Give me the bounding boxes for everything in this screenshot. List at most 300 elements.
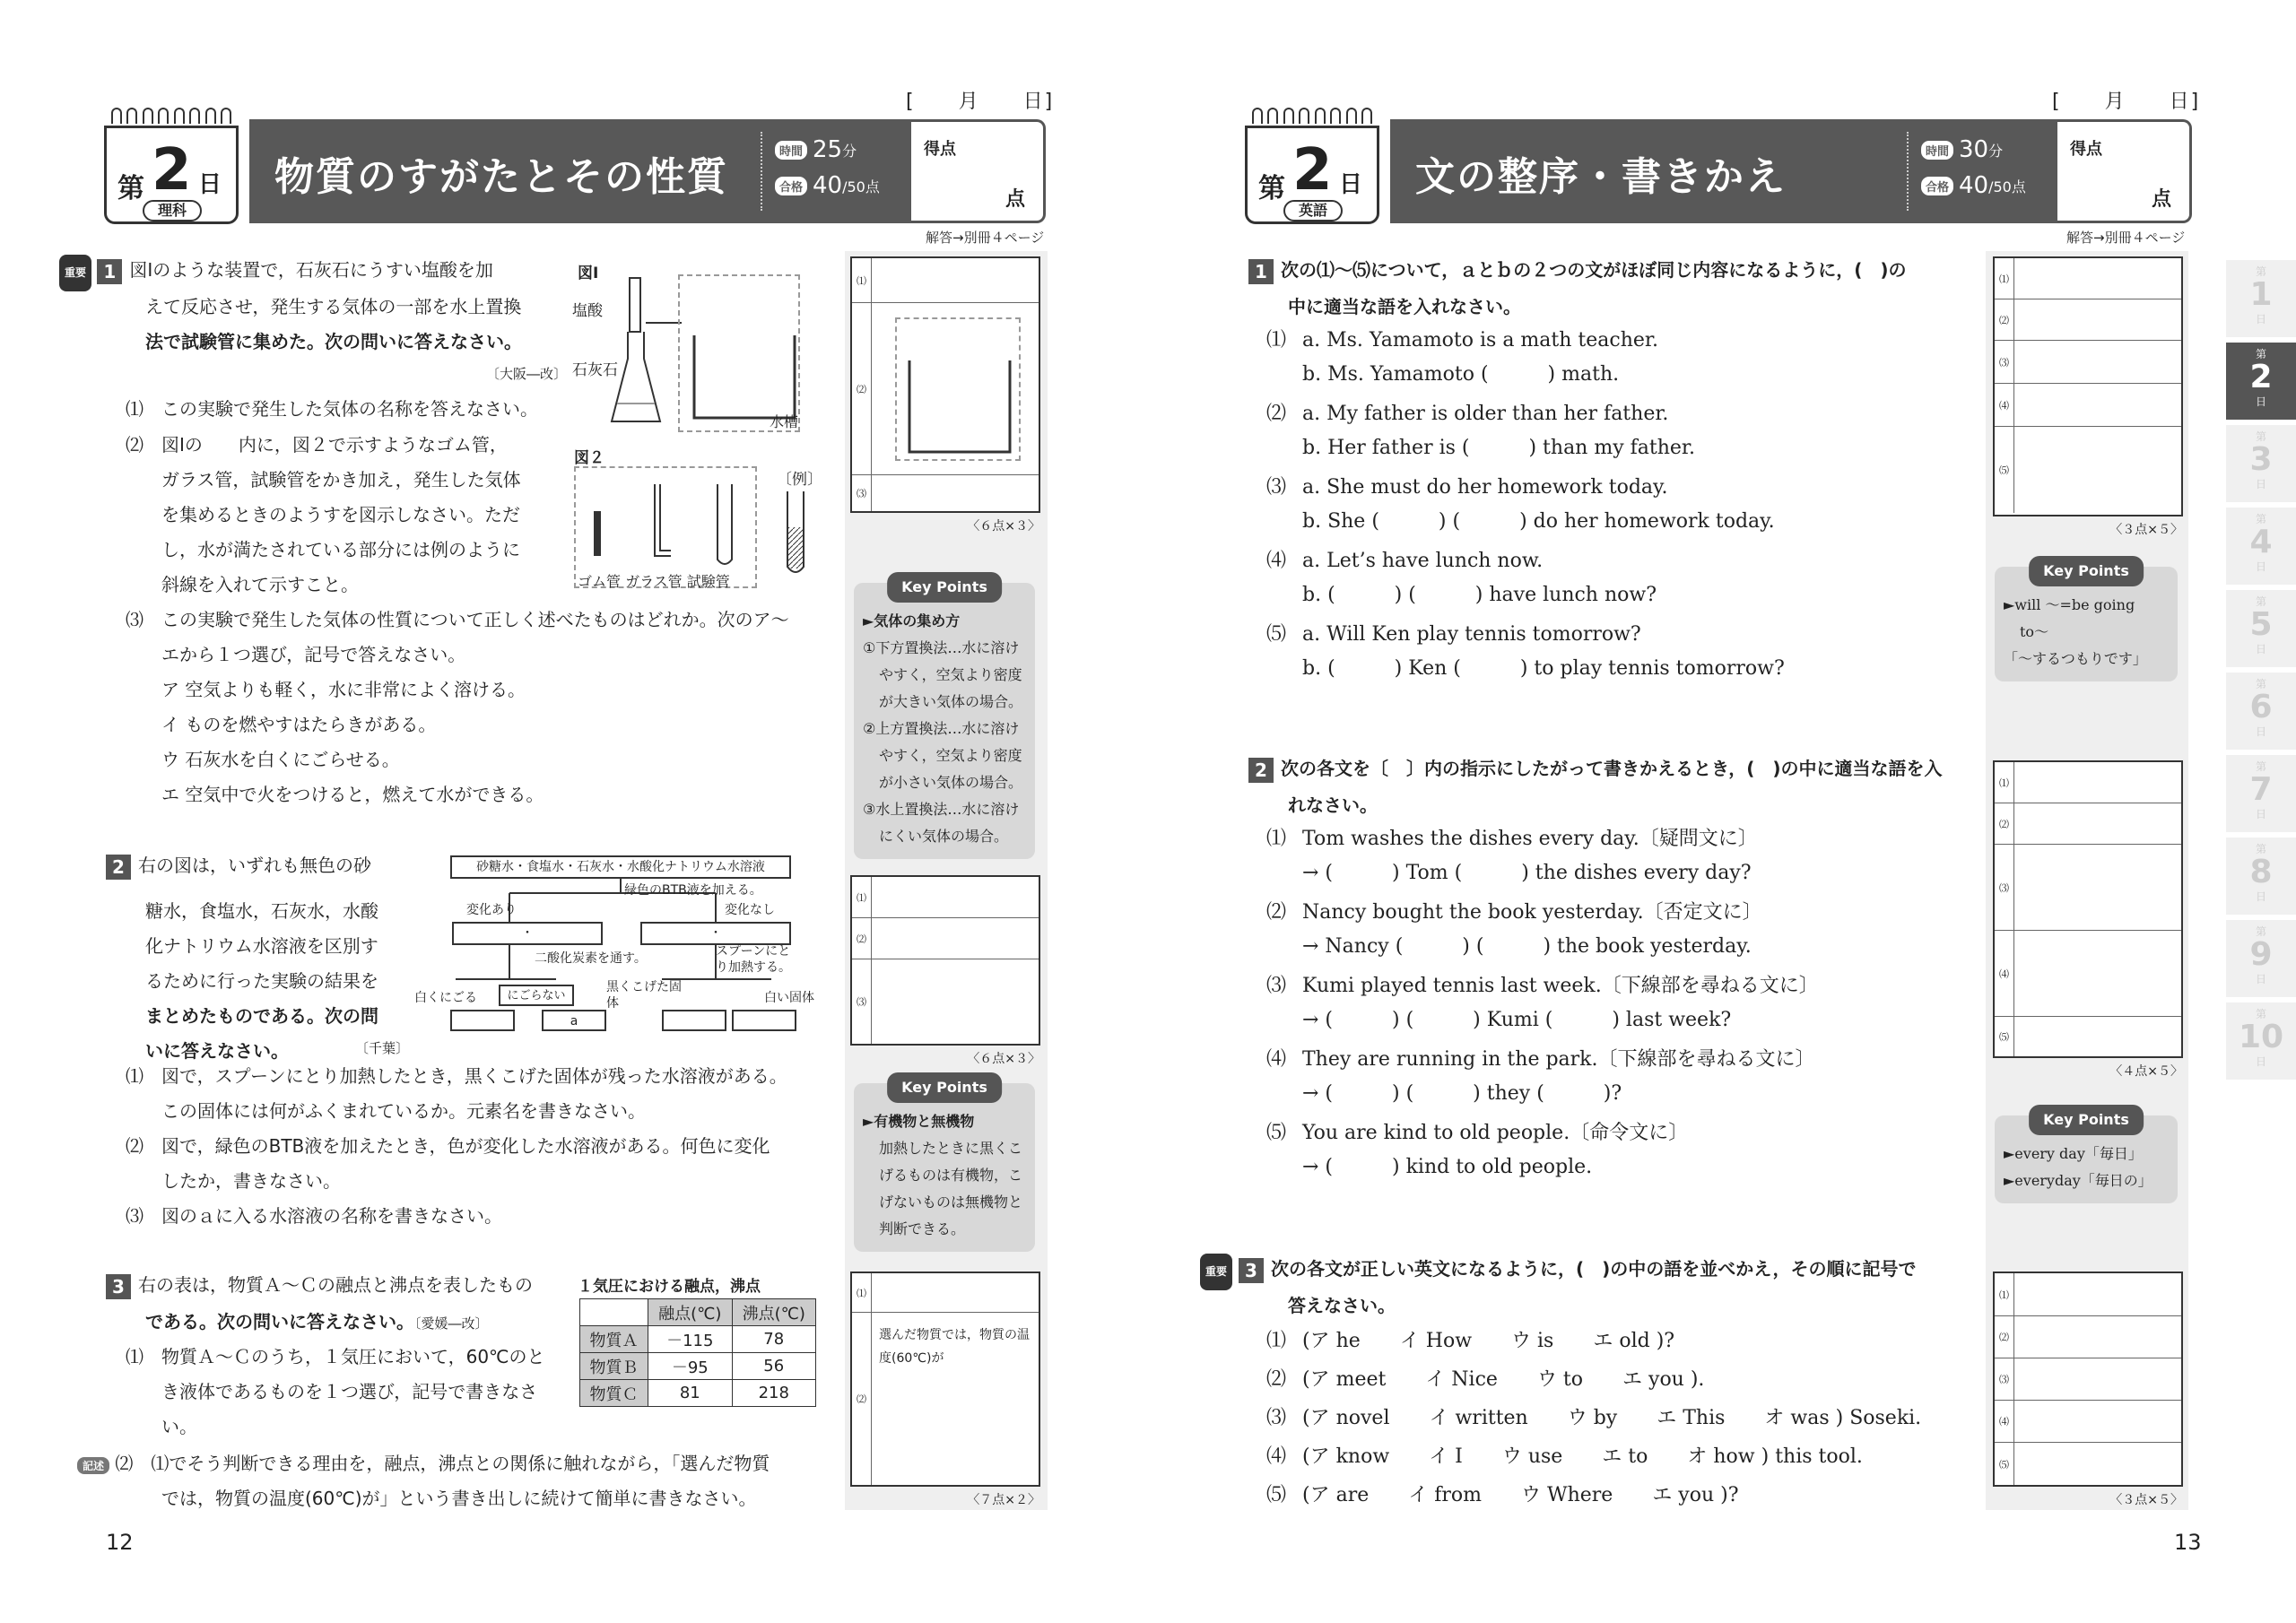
calendar-coil-icon (106, 108, 237, 127)
important-badge: 重要 (1200, 1254, 1232, 1290)
answer-row[interactable] (1995, 1401, 2181, 1443)
table-cell: 物質Ａ (580, 1326, 648, 1353)
figure-label: 図２ (574, 449, 604, 467)
question-text: し，水が満たされている部分には例のように (161, 539, 520, 560)
sub-label: ⑵ (115, 1453, 134, 1474)
sub-label: ⑷ (1266, 1445, 1287, 1468)
sub-label: ⑵ (126, 1135, 144, 1157)
answer-box-q2[interactable] (1993, 760, 2183, 1058)
sub-label: ⑶ (1995, 341, 2014, 383)
flow-label: 黒くこげた固体 (606, 980, 682, 1011)
sentence: (ア know イ I ウ use エ to オ how ) this tool. (1302, 1445, 1863, 1468)
flow-blank-box (450, 1010, 515, 1031)
question-text: この固体には何がふくまれているか。元素名を書きなさい。 (161, 1100, 646, 1122)
answer-row[interactable] (1995, 845, 2181, 931)
time-value: 25 (813, 136, 843, 163)
answer-row[interactable] (852, 475, 1039, 511)
tab-day-1[interactable] (2226, 260, 2296, 337)
question-2 (106, 848, 371, 883)
choice-item: エ 空気中で火をつけると，燃えて水ができる。 (161, 784, 544, 805)
question-number: 1 (97, 259, 122, 284)
sub-label: ⑴ (1995, 258, 2014, 299)
question-text: 次の⑴～⑸について，ａとｂの２つの文がほぼ同じ内容になるように，( )の (1281, 259, 1907, 281)
sentence: They are running in the park.〔下線部を尋ねる文に〕 (1302, 1048, 1815, 1071)
sub-label: ⑵ (1266, 1368, 1287, 1391)
sentence: (ア meet イ Nice ウ to エ you ). (1302, 1368, 1705, 1391)
question-text: を集めるときのようすを図示しなさい。ただ (161, 504, 520, 525)
flow-top-box: 砂糖水・食塩水・石灰水・水酸化ナトリウム水溶液 (450, 855, 791, 879)
sentence: a. Let’s have lunch now. (1302, 550, 1544, 572)
page-title: 物質のすがたとその性質 (274, 154, 728, 200)
subject-badge: 英語 (1283, 200, 1343, 221)
flow-label: 二酸化炭素を通す。 (535, 951, 647, 966)
score-label: 得点 (2070, 140, 2102, 159)
tab-day-2[interactable] (2226, 343, 2296, 420)
time-info (1907, 132, 2041, 211)
answer-row[interactable] (1995, 427, 2181, 513)
sub-label: ⑵ (1266, 901, 1287, 924)
sentence: (ア novel イ written ウ by エ This オ was ) Soseki. (1302, 1407, 1922, 1429)
flow-label: スプーンにとり加熱する。 (716, 944, 791, 975)
day-box (104, 126, 239, 224)
question-text: れなさい。 (1288, 794, 1378, 816)
sub-label: ⑵ (1995, 299, 2014, 340)
sub-label: ⑴ (1995, 1273, 2014, 1315)
sub-label: ⑸ (1266, 1122, 1287, 1144)
sub-label: ⑶ (1995, 1358, 2014, 1400)
question-text: 右の表は，物質Ａ～Ｃの融点と沸点を表したもの (138, 1274, 533, 1296)
question-number: 3 (1239, 1258, 1264, 1283)
day-number: 2 (152, 137, 192, 204)
question-text: 図Ⅰの 内に，図２で示すようなゴム管， (161, 434, 508, 456)
answer-box-q2[interactable] (850, 875, 1040, 1046)
question-text: この実験で発生した気体の名称を答えなさい。 (161, 398, 538, 420)
sub-label: ⑴ (126, 1346, 144, 1367)
points-label: 〈６点×３〉 (967, 519, 1040, 534)
table-cell: 81 (648, 1380, 732, 1407)
table-cell: 78 (732, 1326, 815, 1353)
sub-label: ⑵ (852, 1313, 872, 1485)
question-text: 斜線を入れて示すこと。 (161, 574, 359, 595)
question-text: 図で，スプーンにとり加熱したとき，黒くこげた固体が残った水溶液がある。 (161, 1065, 787, 1087)
melting-boiling-table (579, 1298, 816, 1407)
flow-a-box: a (542, 1010, 606, 1031)
tab-day-5[interactable] (2226, 590, 2296, 667)
key-points-title: Key Points (887, 572, 1002, 603)
score-unit: 点 (1004, 188, 1025, 211)
tab-label: 日 (2255, 478, 2266, 490)
table-cell: 物質Ｃ (580, 1380, 648, 1407)
date-field[interactable]: [ 月 日] (2052, 91, 2201, 113)
question-text: したか，書きなさい。 (161, 1170, 341, 1192)
day-box (1245, 126, 1379, 224)
tab-day-8[interactable] (2226, 838, 2296, 915)
sentence: b. ( ) ( ) have lunch now? (1302, 584, 1657, 606)
key-points-title: Key Points (2029, 556, 2144, 586)
question-text: ⑴でそう判断できる理由を，融点，沸点との関係に触れながら，「選んだ物質 (151, 1453, 770, 1474)
source-note: 〔愛媛―改〕 (414, 1315, 489, 1332)
sub-label: ⑴ (852, 877, 872, 917)
sentence: a. She must do her homework today. (1302, 476, 1668, 499)
day-label: 日 (198, 171, 222, 198)
tab-label: 5 (2249, 606, 2273, 643)
question-text: 法で試験管に集めた。次の問いに答えなさい。 (145, 331, 522, 352)
sentence: b. ( ) Ken ( ) to play tennis tomorrow? (1302, 657, 1785, 680)
sentence: a. Will Ken play tennis tomorrow? (1302, 623, 1641, 646)
answer-row[interactable] (1995, 384, 2181, 427)
sub-label: ⑸ (1266, 1484, 1287, 1506)
sub-label: ⑸ (1995, 1443, 2014, 1485)
flow-blank-box: ・ (640, 922, 791, 945)
answer-hint: 選んだ物質では，物質の温度(60℃)が (879, 1328, 1030, 1366)
answer-row[interactable] (852, 1273, 1039, 1313)
question-number: 3 (106, 1274, 131, 1299)
answer-row[interactable] (1995, 1316, 2181, 1358)
tab-label: 1 (2249, 276, 2273, 313)
question-text: 次の各文が正しい英文になるように，( )の中の語を並べかえ，その順に記号で (1270, 1258, 1917, 1280)
figure-label: 〔例〕 (777, 471, 822, 489)
key-points-text: ①下方置換法…水に溶け (863, 639, 1020, 656)
sub-label: ⑷ (1266, 1048, 1287, 1071)
table-header: 融点(℃) (648, 1299, 732, 1326)
title-bar (249, 119, 913, 223)
tab-label: 第 (2255, 430, 2266, 443)
time-unit: 分 (1988, 142, 2004, 160)
answer-row[interactable] (852, 918, 1039, 959)
question-text: 糖水，食塩水，石灰水，水酸 (145, 900, 378, 922)
question-text: 化ナトリウム水溶液を区別す (145, 935, 378, 957)
pass-value: 40 (1959, 172, 1989, 199)
sentence: You are kind to old people.〔命令文に〕 (1302, 1122, 1689, 1144)
sentence: → Nancy ( ) ( ) the book yesterday. (1302, 935, 1752, 958)
question-text: えて反応させ，発生する気体の一部を水上置換 (145, 296, 522, 317)
tab-label: 第 (2255, 843, 2266, 855)
sub-label: ⑶ (126, 1205, 144, 1227)
key-points-text: ③水上置換法…水に溶け (863, 801, 1020, 818)
sub-label: ⑵ (1995, 803, 2014, 844)
flow-label: 緑色のBTB液を加える。 (624, 883, 762, 898)
sub-label: ⑶ (1995, 845, 2014, 930)
key-points-2 (1995, 1111, 2178, 1203)
key-points-text: やすく，空気より密度 (879, 747, 1022, 764)
tab-label: 第 (2255, 760, 2266, 773)
sub-label: ⑶ (852, 475, 872, 511)
question-text: いに答えなさい。 (145, 1040, 289, 1062)
sentence: a. My father is older than her father. (1302, 403, 1669, 425)
tab-label: 第 (2255, 1008, 2266, 1020)
key-points-text: が小さい気体の場合。 (879, 774, 1023, 791)
flow-label: 変化なし (725, 903, 775, 917)
key-points-1 (1995, 562, 2178, 681)
question-text: 物質Ａ～Ｃのうち，１気圧において，60℃のと (161, 1346, 545, 1367)
sentence: Nancy bought the book yesterday.〔否定文に〕 (1302, 901, 1762, 924)
table-cell: －95 (648, 1353, 732, 1380)
page-number: 13 (2174, 1530, 2202, 1555)
figure-label: ゴム管 ガラス管 試験管 (578, 573, 730, 590)
sub-label: ⑴ (126, 1065, 144, 1087)
right-page (1148, 0, 2296, 1623)
question-text: るために行った実験の結果を (145, 970, 378, 992)
sub-label: ⑵ (852, 918, 872, 959)
answer-row[interactable] (852, 303, 1039, 475)
answer-row[interactable] (852, 1313, 1039, 1485)
sentence: a. Ms. Yamamoto is a math teacher. (1302, 329, 1658, 352)
sentence: (ア are イ from ウ Where エ you )? (1302, 1484, 1739, 1506)
flow-label: 白くにごる (414, 991, 477, 1005)
flow-label: 白い固体 (764, 991, 814, 1005)
tab-label: 2 (2249, 359, 2273, 395)
tab-day-10[interactable] (2226, 1002, 2296, 1080)
sentence: b. She ( ) ( ) do her homework today. (1302, 510, 1775, 533)
answer-row[interactable] (1995, 1017, 2181, 1056)
choice-item: ア 空気よりも軽く，水に非常によく溶ける。 (161, 679, 526, 700)
answer-row[interactable] (1995, 1443, 2181, 1485)
key-points-text: ►有機物と無機物 (863, 1113, 975, 1130)
sub-label: ⑶ (126, 609, 144, 630)
sub-label: ⑸ (1995, 1017, 2014, 1056)
key-points-1 (854, 578, 1035, 859)
tab-label: 3 (2249, 441, 2273, 478)
answer-row[interactable] (852, 877, 1039, 918)
sub-label: ⑴ (1266, 329, 1287, 352)
pass-total: /50点 (842, 178, 880, 195)
sub-label: ⑴ (1266, 828, 1287, 850)
question-text: 右の図は，いずれも無色の砂 (138, 855, 371, 876)
sub-label: ⑸ (1995, 427, 2014, 513)
descriptive-badge: 記述 (77, 1457, 109, 1474)
tab-label: 日 (2255, 1055, 2266, 1068)
sub-label: ⑴ (1266, 1330, 1287, 1352)
question-text: この実験で発生した気体の性質について正しく述べたものはどれか。次のア～ (161, 609, 789, 630)
pass-value: 40 (813, 172, 843, 199)
subject-badge: 理科 (143, 200, 202, 221)
tab-label: 第 (2255, 925, 2266, 938)
question-text: 中に適当な語を入れなさい。 (1288, 296, 1521, 317)
table-header: 沸点(℃) (732, 1299, 815, 1326)
tab-label: 第 (2255, 678, 2266, 690)
tab-label: 第 (2255, 595, 2266, 608)
calendar-coil-icon (1247, 108, 1378, 127)
sub-label: ⑴ (852, 1273, 872, 1312)
sentence: → ( ) Tom ( ) the dishes every day? (1302, 862, 1752, 884)
question-text: 答えなさい。 (1288, 1295, 1396, 1316)
table-header (580, 1299, 648, 1326)
answer-reference: 解答→別冊４ページ (2066, 230, 2186, 246)
question-number: 2 (106, 855, 131, 880)
choice-item: ウ 石灰水を白くにごらせる。 (161, 749, 400, 770)
points-label: 〈４点×５〉 (2109, 1064, 2183, 1079)
sub-label: ⑷ (1995, 1401, 2014, 1442)
flow-blank-box (732, 1010, 796, 1031)
sub-label: ⑷ (1995, 931, 2014, 1016)
score-label: 得点 (924, 140, 956, 159)
table-cell: 218 (732, 1380, 815, 1407)
tab-label: 4 (2249, 524, 2273, 560)
pass-total: /50点 (1988, 178, 2026, 195)
question-text: い。 (161, 1416, 197, 1437)
question-2 (1248, 751, 1942, 786)
score-box[interactable] (911, 119, 1046, 223)
answer-row[interactable] (1995, 803, 2181, 845)
source-note: 〔大阪―改〕 (486, 366, 568, 382)
answer-row[interactable] (1995, 258, 2181, 299)
question-text: 次の各文を〔 〕内の指示にしたがって書きかえるとき，( )の中に適当な語を入 (1281, 758, 1943, 779)
answer-box-q1[interactable] (1993, 256, 2183, 516)
key-points-text: やすく，空気より密度 (879, 666, 1022, 683)
day-label: 第 (117, 173, 144, 204)
answer-row[interactable] (1995, 1358, 2181, 1401)
pass-label: 合格 (775, 177, 807, 195)
tab-day-6[interactable] (2226, 673, 2296, 750)
tab-label: 日 (2255, 560, 2266, 573)
answer-box-q1[interactable] (850, 256, 1040, 513)
answer-box-q3[interactable] (1993, 1271, 2183, 1487)
tab-label: 日 (2255, 395, 2266, 408)
day-number: 2 (1292, 137, 1333, 204)
tab-label: 日 (2255, 643, 2266, 655)
title-bar (1390, 119, 2059, 223)
figure-label: 石灰石 (572, 361, 618, 379)
answer-row[interactable] (1995, 762, 2181, 803)
question-text: 図のａに入る水溶液の名称を書きなさい。 (161, 1205, 502, 1227)
answer-row[interactable] (1995, 931, 2181, 1017)
sub-label: ⑵ (126, 434, 144, 456)
time-unit: 分 (842, 142, 857, 160)
key-points-text: ►気体の集め方 (863, 612, 961, 629)
answer-reference: 解答→別冊４ページ (926, 230, 1045, 246)
sub-label: ⑵ (852, 303, 872, 474)
time-label: 時間 (1921, 141, 1953, 160)
key-points-text: ②上方置換法…水に溶け (863, 720, 1020, 737)
tab-label: 第 (2255, 348, 2266, 360)
tab-label: 日 (2255, 890, 2266, 903)
points-label: 〈７点×２〉 (967, 1493, 1040, 1507)
day-label: 日 (1339, 171, 1363, 198)
tab-label: 日 (2255, 313, 2266, 325)
tab-day-4[interactable] (2226, 508, 2296, 585)
time-value: 30 (1959, 136, 1989, 163)
figure-label: 水槽 (770, 413, 799, 430)
table-cell: 物質Ｂ (580, 1353, 648, 1380)
figure-label: 図Ⅰ (578, 265, 599, 282)
question-text: ガラス管，試験管をかき加え，発生した気体 (161, 469, 521, 490)
question-3 (1200, 1252, 1916, 1290)
sentence: b. Ms. Yamamoto ( ) math. (1302, 363, 1620, 386)
question-text: では，物質の温度(60℃)が」という書き出しに続けて簡単に書きなさい。 (161, 1488, 757, 1509)
tab-label: 第 (2255, 513, 2266, 525)
sub-label: ⑴ (126, 398, 144, 420)
question-number: 2 (1248, 758, 1274, 783)
key-points-2 (854, 1079, 1035, 1252)
sub-label: ⑷ (1266, 550, 1287, 572)
question-text: である。次の問いに答えなさい。 (145, 1311, 414, 1332)
tab-label: 7 (2249, 771, 2273, 808)
points-label: 〈６点×３〉 (967, 1052, 1040, 1066)
sentence: → ( ) ( ) Kumi ( ) last week? (1302, 1009, 1732, 1031)
sentence: (ア he イ How ウ is エ old )? (1302, 1330, 1675, 1352)
answer-row[interactable] (1995, 341, 2181, 384)
day-label: 第 (1258, 173, 1285, 204)
question-3 (106, 1268, 533, 1303)
tab-label: 第 (2255, 265, 2266, 278)
answer-row[interactable] (1995, 299, 2181, 341)
time-label: 時間 (775, 141, 807, 160)
answer-box-q3[interactable] (850, 1271, 1040, 1487)
tube-parts-icon (583, 484, 753, 574)
tab-label: 日 (2255, 725, 2266, 738)
flow-label: 変化あり (466, 903, 517, 917)
sub-label: ⑶ (1266, 975, 1287, 997)
question-text: 図Ⅰのような装置で，石灰石にうすい塩酸を加 (129, 259, 493, 281)
key-points-text: 判断できる。 (879, 1220, 966, 1237)
question-text: エから１つ選び，記号で答えなさい。 (161, 644, 466, 665)
answer-row[interactable] (852, 258, 1039, 303)
sub-label: ⑴ (852, 258, 872, 302)
key-points-text: にくい気体の場合。 (879, 828, 1009, 845)
question-text: き液体であるものを１つ選び，記号で書きなさ (161, 1381, 538, 1402)
sub-label: ⑴ (1995, 762, 2014, 803)
water-tank-icon (691, 332, 798, 421)
key-points-title: Key Points (2029, 1105, 2144, 1135)
sub-label: ⑶ (852, 959, 872, 1044)
sentence: → ( ) ( ) they ( )? (1302, 1082, 1622, 1105)
answer-row[interactable] (852, 959, 1039, 1044)
question-text: 図で，緑色のBTB液を加えたとき，色が変化した水溶液がある。何色に変化 (161, 1135, 770, 1157)
sub-label: ⑷ (1995, 384, 2014, 426)
tab-day-3[interactable] (2226, 425, 2296, 502)
tab-day-9[interactable] (2226, 920, 2296, 997)
key-points-text: が大きい気体の場合。 (879, 693, 1023, 710)
answer-row[interactable] (1995, 1273, 2181, 1316)
sub-label: ⑵ (1266, 403, 1287, 425)
question-text: まとめたものである。次の問 (145, 1005, 378, 1027)
tab-label: 6 (2249, 689, 2273, 725)
question-number: 1 (1248, 259, 1274, 284)
sentence: b. Her father is ( ) than my father. (1302, 437, 1696, 459)
table-cell: －115 (648, 1326, 732, 1353)
score-box[interactable] (2057, 119, 2192, 223)
flow-blank-box: ・ (452, 922, 603, 945)
key-points-text: げないものは無機物と (879, 1193, 1023, 1211)
key-points-text: ►every day「毎日」 (2004, 1145, 2143, 1162)
tab-day-7[interactable] (2226, 755, 2296, 832)
sub-label: ⑸ (1266, 623, 1287, 646)
water-tank-icon (906, 357, 1013, 456)
page-title: 文の整序・書きかえ (1415, 154, 1787, 200)
pass-label: 合格 (1921, 177, 1953, 195)
points-label: 〈３点×５〉 (2109, 1493, 2183, 1507)
key-points-text: ►everyday「毎日の」 (2004, 1172, 2152, 1189)
flow-blank-box (662, 1010, 726, 1031)
date-field[interactable]: [ 月 日] (906, 91, 1055, 113)
tab-label: 9 (2249, 936, 2273, 973)
sentence: Kumi played tennis last week.〔下線部を尋ねる文に〕 (1302, 975, 1819, 997)
sub-label: ⑵ (1995, 1316, 2014, 1358)
page-number: 12 (106, 1530, 134, 1555)
sentence: → ( ) kind to old people. (1302, 1156, 1593, 1178)
key-points-title: Key Points (887, 1072, 1002, 1103)
key-points-text: げるものは有機物，こ (879, 1167, 1023, 1184)
key-points-text: to～ (2020, 623, 2049, 640)
points-label: 〈３点×５〉 (2109, 523, 2183, 537)
example-tube-icon (782, 491, 809, 581)
flow-box: にごらない (499, 985, 574, 1006)
important-badge: 重要 (59, 255, 91, 291)
question-1 (59, 253, 561, 291)
sentence: Tom washes the dishes every day.〔疑問文に〕 (1302, 828, 1758, 850)
table-cell: 56 (732, 1353, 815, 1380)
tab-label: 日 (2255, 808, 2266, 820)
